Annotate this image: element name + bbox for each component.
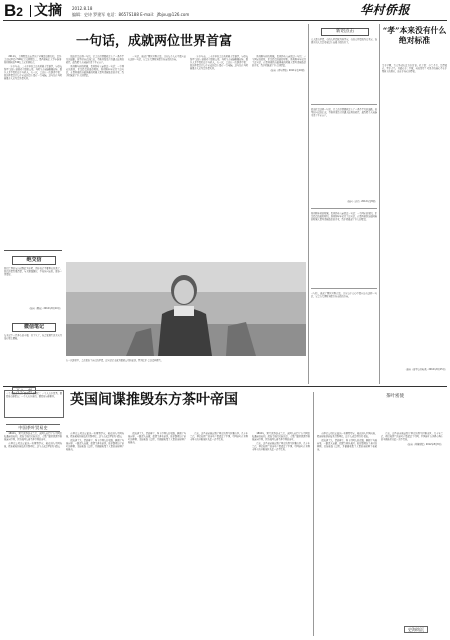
article1-col-2 bbox=[66, 55, 124, 259]
middle-source-1: （摘自《读者》2012年第8期） bbox=[345, 200, 377, 203]
left-box-title2: 微信笔记 bbox=[12, 323, 56, 332]
middle-box-text: 人人都有梦想，有的人梦想成为科学家，有的人梦想成为艺术家，而更多的人只是希望过上安稳幸福的日子。 bbox=[311, 38, 377, 45]
header-meta: 编辑：史诗 罗建军 电话：8657S188 E-mail：jfbjxu@126.com bbox=[72, 12, 190, 17]
section-title: 文摘 bbox=[34, 3, 62, 19]
article-world-richest-body bbox=[4, 55, 306, 259]
article2-p1: 1842年，鸦片战争结束之后，英国人获得了在中国沿海通商的权利。然而令他们苦恼的是，大量白银仍源源不断地流向中国，因为英国人离不开中国的茶叶。 bbox=[4, 432, 62, 442]
middle-text-4: 一句话，成就了两位世界首富。其实每个人心中都应该有这样一句话，它会在关键时刻指引你前进的方向。 bbox=[311, 292, 377, 299]
article1-col-4 bbox=[190, 55, 248, 259]
left-box-section bbox=[4, 250, 62, 399]
page-number-badge bbox=[4, 3, 23, 19]
left-box-tag: 开心一刻 bbox=[12, 387, 36, 394]
article2-p2: 东印度公司决定派出一名植物学家，秘密潜入中国内地，把茶树和制茶技术带到印度。这个人就是罗伯特·福琼。 bbox=[4, 441, 62, 448]
tea-column-divider bbox=[313, 392, 314, 636]
middle-divider-1 bbox=[311, 104, 377, 105]
article2-col-1 bbox=[4, 432, 62, 636]
tea-tag: 史海钩沉 bbox=[404, 626, 428, 633]
article-tea-body bbox=[4, 432, 447, 636]
right-article-text: 关于孝顺，古人早就有过许多讨论。孔子说：今之孝者，是谓能养。至于犬马，皆能有养；不敬，何以别乎？可见孝的核心不在于物质上的供养，而在于内心的尊重。 bbox=[382, 64, 447, 74]
article2-p2-c: 东印度公司决定派出一名植物学家，秘密潜入中国内地，把茶树和制茶技术带到印度。这个人就是罗伯特·福琼。 bbox=[317, 432, 377, 439]
tea-subtitle-box: 中国茶叶贸易史 bbox=[6, 424, 60, 432]
article2-p3-c: 福琼剃了头，留起辫子，穿上中国人的衣服，雇佣了当地向导，一路深入安徽、福建等著名茶区。他仔细观察了茶叶的种植、采摘和加工过程，并偷偷收集了大量的茶树种子和树苗。 bbox=[317, 438, 377, 452]
article1-photo bbox=[66, 262, 306, 356]
article1-source: （摘自《青年博览》2011年第10期） bbox=[269, 69, 306, 73]
article2-p4-b: 后来，这些茶苗被运到了印度的喜马拉雅山区。几十年之后，印度和锡兰的茶叶产量超过了中国，中国茶叶在世界市场上的垄断地位从此一去不复返。 bbox=[252, 441, 310, 452]
article1-p1: 2011年，美国财富杂志评出了全球富豪排行榜，比尔·盖茨以净资产560亿美元蝉联第二，墨西哥电信大亨卡洛斯·斯利姆则以740亿美元位居榜首。 bbox=[4, 55, 62, 65]
left-box-text2: 每天记下一件开心的小事，日子久了，你会发现生活其实并没有那么糟糕。 bbox=[4, 334, 62, 341]
article2-col-2 bbox=[66, 432, 124, 636]
masthead-logo: 华村侨报 bbox=[360, 3, 411, 17]
issue-date: 2012.8.18 bbox=[72, 6, 93, 11]
article2-p3-b: 福琼剃了头，留起辫子，穿上中国人的衣服，雇佣了当地向导，一路深入安徽、福建等著名茶区。他仔细观察了茶叶的种植、采摘和加工过程，并偷偷收集了大量的茶树种子和树苗。 bbox=[128, 432, 186, 445]
column-divider-2 bbox=[379, 24, 380, 384]
article1-p2: 三十多年前，二十多岁的盖茨从哈佛大学退学，与好友保罗·艾伦一起创办了微软公司。当时个人电脑刚刚起步，很多人并不看好这个年轻人。有一次，盖茨在一次演讲中说：我的梦想是让每个家庭的桌上都有一台电脑。这句话在当时被很多人认为是异想天开。 bbox=[4, 64, 62, 81]
left-box-source: （摘自《雨花》2012年8月10日） bbox=[28, 307, 62, 310]
right-column bbox=[382, 24, 447, 384]
right-article-title: “孝”本来没有什么绝对标准 bbox=[382, 26, 447, 45]
article1-col-3 bbox=[128, 55, 186, 259]
article2-p2-b: 东印度公司决定派出一名植物学家，秘密潜入中国内地，把茶树和制茶技术带到印度。这个人就是罗伯特·福琼。 bbox=[66, 432, 124, 439]
middle-column bbox=[311, 24, 377, 384]
article2-source: （摘自《环球时报》2012年8月8日） bbox=[406, 443, 443, 447]
bottom-left-box-text: 一个人能走多远，要看他与谁同行；一个人有多优秀，要看他有谁指点；一个人有多成功，要看他与谁相伴。 bbox=[6, 392, 62, 399]
article2-p4: 后来，这些茶苗被运到了印度的喜马拉雅山区。几十年之后，印度和锡兰的茶叶产量超过了中国，中国茶叶在世界市场上的垄断地位从此一去不复返。 bbox=[190, 432, 248, 442]
article1-p5: 一句话，成就了两位世界首富。其实每个人心中都应该有这样一句话，它会在关键时刻指引你前进的方向。 bbox=[128, 55, 186, 62]
article2-p3: 福琼剃了头，留起辫子，穿上中国人的衣服，雇佣了当地向导，一路深入安徽、福建等著名茶区。他仔细观察了茶叶的种植、采摘和加工过程，并偷偷收集了大量的茶树种子和树苗。 bbox=[66, 438, 124, 452]
article2-col-6 bbox=[317, 432, 377, 636]
article1-p4-cont: 斯利姆年轻的时候，也曾经听父亲说过一句话：一个国家的危机，正是投资的最好时机。斯利姆牢牢记住了这句话，在墨西哥经济最困难的时候大量买进被低估的企业，终于积累起了巨大的财富。 bbox=[252, 55, 306, 68]
article1-p4: 斯利姆年轻的时候，也曾经听父亲说过一句话：一个国家的危机，正是投资的最好时机。斯利姆牢牢记住了这句话，在墨西哥经济最困难的时候大量买进被低估的企业，终于积累起了巨大的财富。 bbox=[66, 64, 124, 78]
middle-text-2: 然而正是这样一句话，让盖茨带领微软走上了一条不平凡的道路。他坚持自己的信念，不断开发适合普通人使用的软件，最终把个人电脑带进了千家万户。 bbox=[311, 108, 377, 118]
middle-box-title: 新语点击 bbox=[321, 28, 369, 36]
article2-col-3 bbox=[128, 432, 186, 636]
middle-text-3: 斯利姆年轻的时候，也曾经听父亲说过一句话：一个国家的危机，正是投资的最好时机。斯利姆牢牢记住了这句话，在墨西哥经济最困难的时候大量买进被低估的企业，终于积累起了巨大的财富。 bbox=[311, 212, 377, 222]
middle-divider-2 bbox=[311, 208, 377, 209]
article2-p1-b: 1842年，鸦片战争结束之后，英国人获得了在中国沿海通商的权利。然而令他们苦恼的是，大量白银仍源源不断地流向中国，因为英国人离不开中国的茶叶。 bbox=[252, 432, 310, 442]
page-header bbox=[0, 0, 450, 22]
photo-graphic bbox=[66, 262, 306, 356]
article-world-richest-title: 一句话，成就两位世界首富 bbox=[75, 34, 232, 49]
page-num: 2 bbox=[16, 5, 23, 19]
article1-p2-cont: 三十多年前，二十多岁的盖茨从哈佛大学退学，与好友保罗·艾伦一起创办了微软公司。当时个人电脑刚刚起步，很多人并不看好这个年轻人。有一次，盖茨在一次演讲中说：我的梦想是让每个家庭的桌上都有一台电脑。这句话在当时被很多人认为是异想天开。 bbox=[190, 55, 248, 71]
bottom-left-box bbox=[4, 390, 64, 418]
article2-col-4 bbox=[190, 432, 248, 636]
bottom-section-rule bbox=[3, 386, 447, 387]
article1-col-1 bbox=[4, 55, 62, 259]
article1-col-5 bbox=[252, 55, 306, 259]
right-article-source: （摘自《新华每日电讯》2012年8月15日） bbox=[404, 368, 447, 371]
header-rule bbox=[3, 20, 447, 21]
article1-p3: 然而正是这样一句话，让盖茨带领微软走上了一条不平凡的道路。他坚持自己的信念，不断开发适合普通人使用的软件，最终把个人电脑带进了千家万户。 bbox=[66, 55, 124, 65]
article-tea-title: 英国间谍推毁东方茶叶帝国 bbox=[70, 392, 238, 408]
tea-sidebar-title: 茶叶密使 bbox=[386, 394, 404, 399]
article2-col-5 bbox=[252, 432, 310, 636]
article2-p4-c: 后来，这些茶苗被运到了印度的喜马拉雅山区。几十年之后，印度和锡兰的茶叶产量超过了中国，中国茶叶在世界市场上的垄断地位从此一去不复返。 bbox=[381, 432, 443, 442]
left-box-text: 我们之间的友谊就到此为止吧，请你以后不要再来找我了。我已经想得很清楚，与其勉强维持，不如各自安好。愿你一切都好。 bbox=[4, 267, 62, 277]
column-divider-1 bbox=[308, 24, 309, 384]
section-divider bbox=[30, 5, 31, 17]
middle-divider-3 bbox=[311, 288, 377, 289]
photo-caption: 在一次演讲中，盖茨说出了自己的梦想，这句话后来成为微软公司的使命。图为比尔·盖茨资料照片。 bbox=[66, 359, 163, 362]
left-box-title: 绝交信 bbox=[12, 256, 56, 265]
page-letter: B bbox=[4, 1, 17, 20]
article2-col-7 bbox=[381, 432, 443, 612]
